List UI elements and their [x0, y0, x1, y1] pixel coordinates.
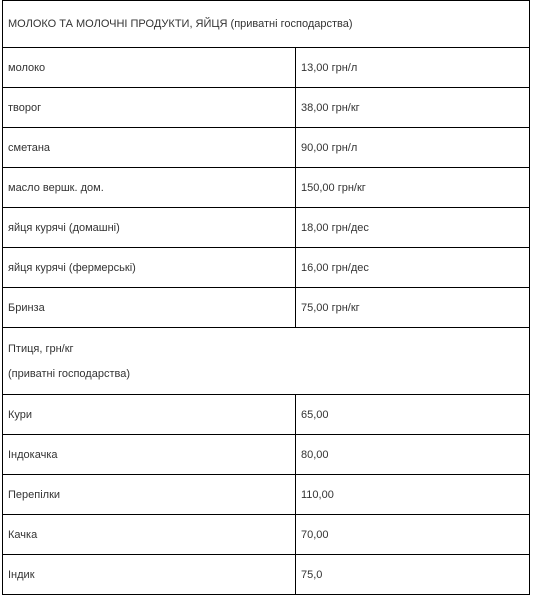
poultry-header-subtitle: (приватні господарства) [8, 367, 131, 380]
product-name: яйця курячі (фермерські) [3, 248, 296, 288]
product-name: творог [3, 88, 296, 128]
table-row [3, 555, 530, 595]
product-price: 75,0 [296, 555, 530, 595]
table-header-poultry [3, 328, 530, 395]
product-name: Перепілки [3, 475, 296, 515]
table-row [3, 48, 530, 88]
product-name: Кури [3, 395, 296, 435]
table-row [3, 288, 530, 328]
product-price: 65,00 [296, 395, 530, 435]
section-header-poultry [3, 328, 530, 395]
product-name: сметана [3, 128, 296, 168]
table-row [3, 515, 530, 555]
product-name: яйця курячі (домашні) [3, 208, 296, 248]
product-price: 38,00 грн/кг [296, 88, 530, 128]
table-row [3, 208, 530, 248]
product-price: 150,00 грн/кг [296, 168, 530, 208]
product-name: Качка [3, 515, 296, 555]
table-row [3, 128, 530, 168]
product-price: 80,00 [296, 435, 530, 475]
product-price: 13,00 грн/л [296, 48, 530, 88]
price-table [2, 0, 530, 595]
table-row [3, 435, 530, 475]
product-name: масло вершк. дом. [3, 168, 296, 208]
product-price: 70,00 [296, 515, 530, 555]
product-price: 18,00 грн/дес [296, 208, 530, 248]
product-name: Індик [3, 555, 296, 595]
table-header-dairy [3, 1, 530, 48]
section-header-dairy: МОЛОКО ТА МОЛОЧНІ ПРОДУКТИ, ЯЙЦЯ (приватні господарства) [3, 1, 530, 48]
table-row [3, 248, 530, 288]
product-name: Індокачка [3, 435, 296, 475]
product-name: Бринза [3, 288, 296, 328]
table-row [3, 168, 530, 208]
table-row [3, 88, 530, 128]
product-price: 16,00 грн/дес [296, 248, 530, 288]
poultry-header-title: Птиця, грн/кг [8, 342, 74, 355]
product-price: 75,00 грн/кг [296, 288, 530, 328]
table-row [3, 395, 530, 435]
product-name: молоко [3, 48, 296, 88]
table-row [3, 475, 530, 515]
product-price: 90,00 грн/л [296, 128, 530, 168]
product-price: 110,00 [296, 475, 530, 515]
